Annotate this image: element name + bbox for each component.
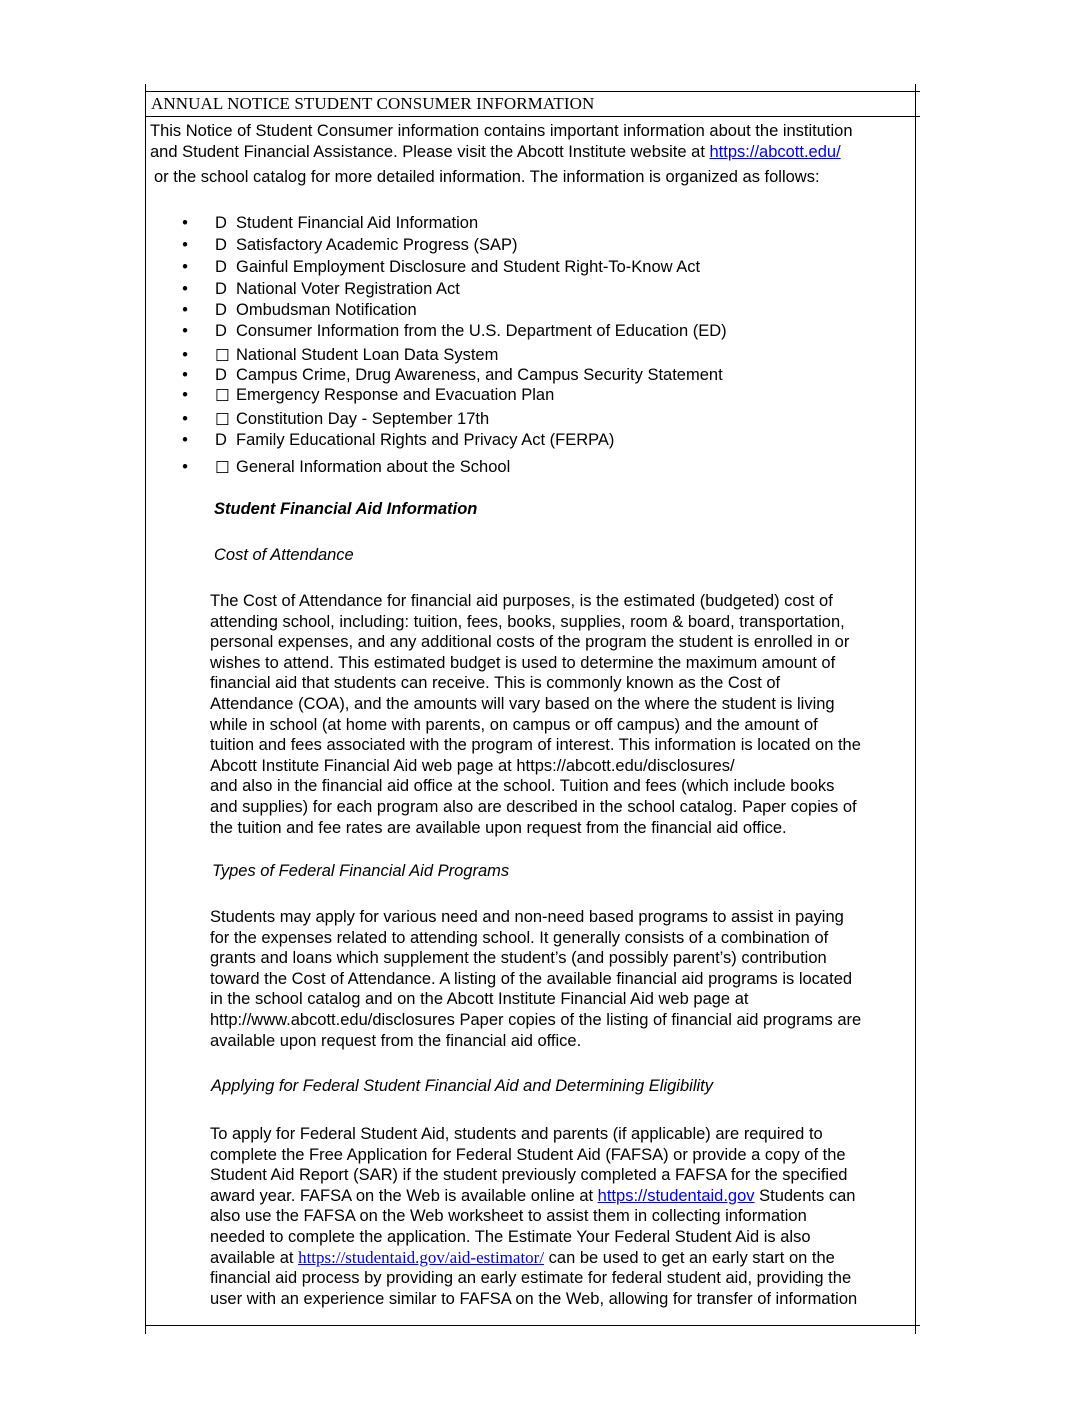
frame-left-border: [145, 84, 146, 1334]
intro-line: or the school catalog for more detailed information. The information is organized as follows:: [154, 168, 820, 186]
list-item-label: Family Educational Rights and Privacy Act (FERPA): [236, 431, 615, 449]
types-of-aid-paragraph: [210, 907, 910, 1051]
list-item-label: National Student Loan Data System: [236, 346, 499, 364]
item-marker: D: [215, 322, 227, 340]
item-marker: D: [215, 236, 227, 254]
paragraph-line: personal expenses, and any additional costs of the program the student is enrolled in or: [210, 633, 850, 652]
bullet-icon: •: [182, 431, 188, 449]
paragraph-line: complete the Free Application for Federal Student Aid (FAFSA) or provide a copy of the: [210, 1145, 846, 1164]
paragraph-line: while in school (at home with parents, on campus or off campus) and the amount of: [210, 715, 818, 734]
paragraph-line: [210, 1186, 910, 1207]
line-text: Students can: [754, 1186, 856, 1205]
list-item-label: Student Financial Aid Information: [236, 214, 479, 232]
paragraph-line: and also in the financial aid office at the school. Tuition and fees (which include books: [210, 777, 835, 796]
list-item-label: General Information about the School: [236, 458, 511, 476]
paragraph-line: tuition and fees associated with the program of interest. This information is located on the: [210, 736, 861, 755]
paragraph-line: toward the Cost of Attendance. A listing of the available financial aid programs is located: [210, 969, 853, 988]
bullet-icon: •: [182, 280, 188, 298]
bullet-icon: •: [182, 410, 188, 428]
paragraph-line: in the school catalog and on the Abcott Institute Financial Aid web page at: [210, 990, 749, 1009]
paragraph-line: user with an experience similar to FAFSA on the Web, allowing for transfer of information: [210, 1289, 858, 1308]
paragraph-line: http://www.abcott.edu/disclosures Paper copies of the listing of financial aid programs are: [210, 1010, 862, 1029]
list-item-label: Consumer Information from the U.S. Department of Education (ED): [236, 322, 727, 340]
bullet-icon: •: [182, 366, 188, 384]
line-text: available at: [210, 1248, 299, 1267]
item-marker: D: [215, 366, 227, 384]
frame-right-border: [915, 84, 916, 1334]
bullet-icon: •: [182, 346, 188, 364]
paragraph-line: financial aid that students can receive. This is commonly known as the Cost of: [210, 674, 781, 693]
paragraph-line: the tuition and fee rates are available upon request from the financial aid office.: [210, 818, 787, 837]
checkbox-icon: ☐: [215, 347, 230, 365]
paragraph-line: also use the FAFSA on the Web worksheet to assist them in collecting information: [210, 1207, 807, 1226]
studentaid-link[interactable]: https://studentaid.gov: [597, 1186, 755, 1205]
list-item-label: National Voter Registration Act: [236, 280, 460, 298]
list-item-label: Campus Crime, Drug Awareness, and Campus Security Statement: [236, 366, 723, 384]
item-marker: D: [215, 258, 227, 276]
paragraph-line: for the expenses related to attending school. It generally consists of a combination of: [210, 928, 829, 947]
item-marker: D: [215, 431, 227, 449]
intro-line: [150, 142, 910, 163]
checkbox-icon: ☐: [215, 411, 230, 429]
list-item-label: Emergency Response and Evacuation Plan: [236, 386, 555, 404]
frame-header-rule: [145, 116, 920, 117]
item-marker: D: [215, 301, 227, 319]
intro-line: This Notice of Student Consumer information contains important information about the institution: [150, 122, 853, 140]
types-of-aid-heading: Types of Federal Financial Aid Programs: [212, 862, 510, 880]
paragraph-line: financial aid process by providing an early estimate for federal student aid, providing the: [210, 1269, 852, 1288]
intro-line-text: and Student Financial Assistance. Please visit the Abcott Institute website at: [150, 143, 710, 161]
frame-top-rule: [145, 91, 920, 92]
document-title: ANNUAL NOTICE STUDENT CONSUMER INFORMATION: [151, 94, 595, 113]
bullet-icon: •: [182, 214, 188, 232]
list-item-label: Ombudsman Notification: [236, 301, 417, 319]
paragraph-line: Attendance (COA), and the amounts will vary based on the where the student is living: [210, 694, 835, 713]
bullet-icon: •: [182, 322, 188, 340]
bullet-icon: •: [182, 258, 188, 276]
list-item-label: Constitution Day - September 17th: [236, 410, 490, 428]
aid-estimator-link[interactable]: https://studentaid.gov/aid-estimator/: [298, 1247, 545, 1267]
list-item-label: Satisfactory Academic Progress (SAP): [236, 236, 518, 254]
paragraph-line: grants and loans which supplement the student’s (and possibly parent’s) contribution: [210, 949, 827, 968]
paragraph-line: [210, 1248, 910, 1269]
intro-text: [150, 121, 910, 188]
list-item-label: Gainful Employment Disclosure and Student Right-To-Know Act: [236, 258, 701, 276]
item-marker: D: [215, 280, 227, 298]
line-text: award year. FAFSA on the Web is available online at: [210, 1186, 598, 1205]
paragraph-line: The Cost of Attendance for financial aid purposes, is the estimated (budgeted) cost of: [210, 592, 833, 610]
paragraph-line: attending school, including: tuition, fees, books, supplies, room & board, transportation,: [210, 612, 845, 631]
line-text: can be used to get an early start on the: [544, 1248, 835, 1267]
paragraph-line: needed to complete the application. The Estimate Your Federal Student Aid is also: [210, 1227, 811, 1246]
checkbox-icon: ☐: [215, 459, 230, 477]
paragraph-line: and supplies) for each program also are described in the school catalog. Paper copies of: [210, 797, 857, 816]
bullet-icon: •: [182, 386, 188, 404]
section-title: Student Financial Aid Information: [214, 500, 478, 518]
item-marker: D: [215, 214, 227, 232]
paragraph-line: available upon request from the financial aid office.: [210, 1031, 582, 1050]
paragraph-line: Students may apply for various need and non-need based programs to assist in paying: [210, 908, 844, 926]
cost-of-attendance-paragraph: [210, 591, 910, 838]
checkbox-icon: ☐: [215, 387, 230, 405]
bullet-icon: •: [182, 236, 188, 254]
paragraph-line: wishes to attend. This estimated budget is used to determine the maximum amount of: [210, 653, 836, 672]
paragraph-line: Abcott Institute Financial Aid web page at https://abcott.edu/disclosures/: [210, 756, 735, 775]
bullet-icon: •: [182, 458, 188, 476]
bullet-icon: •: [182, 301, 188, 319]
applying-paragraph: [210, 1124, 910, 1309]
paragraph-line: Student Aid Report (SAR) if the student previously completed a FAFSA for the specified: [210, 1166, 848, 1185]
paragraph-line: To apply for Federal Student Aid, students and parents (if applicable) are required to: [210, 1125, 823, 1143]
website-link[interactable]: https://abcott.edu/: [709, 143, 841, 161]
cost-of-attendance-heading: Cost of Attendance: [214, 546, 354, 564]
applying-heading: Applying for Federal Student Financial Aid and Determining Eligibility: [211, 1077, 713, 1095]
frame-bottom-rule: [145, 1325, 920, 1326]
